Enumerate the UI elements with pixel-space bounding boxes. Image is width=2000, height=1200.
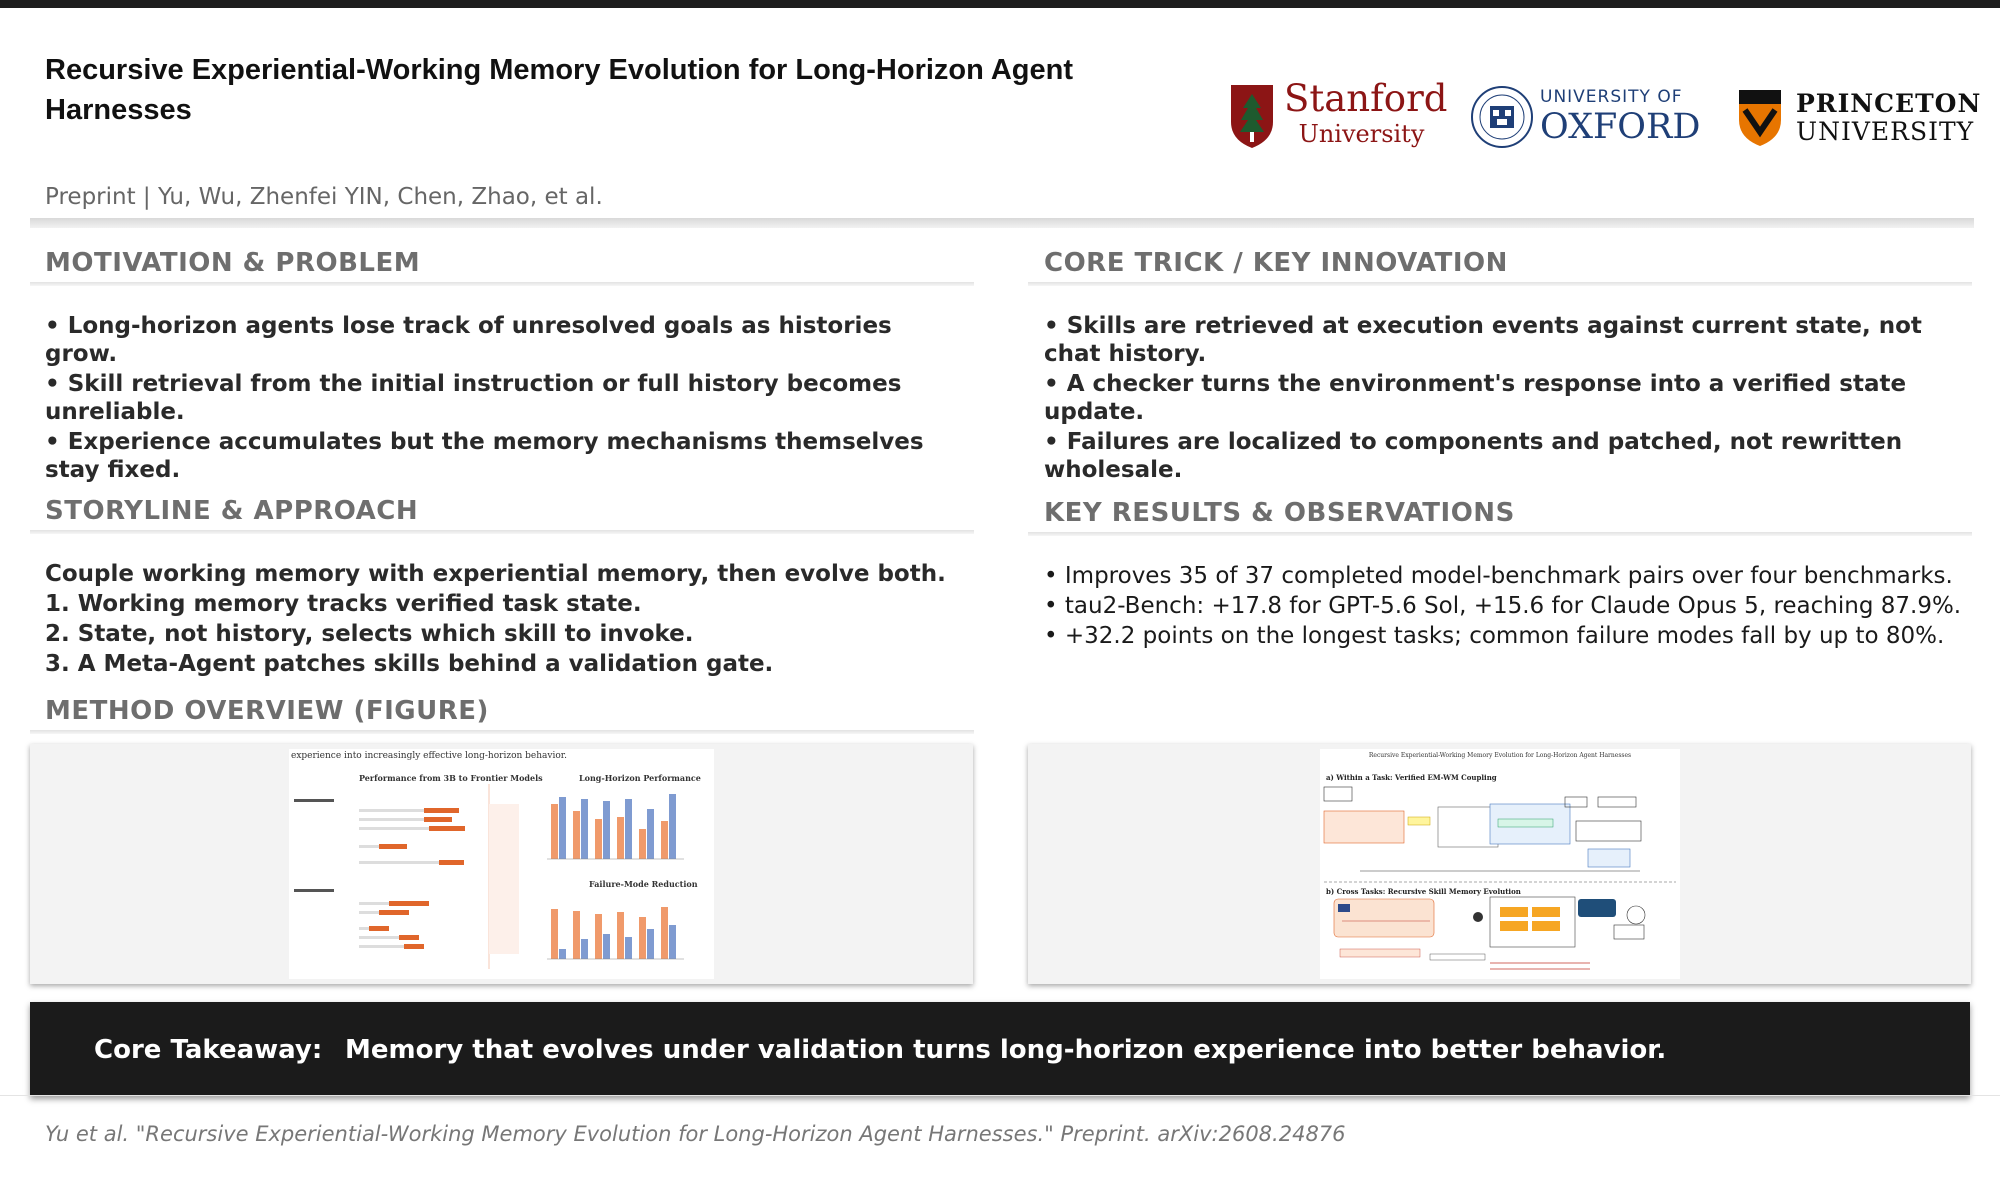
motivation-bullet: • Skill retrieval from the initial instruction or full history becomes unreliable. [45,371,902,425]
poster-title: Recursive Experiential-Working Memory Evolution for Long-Horizon Agent Harnesses [45,54,1073,126]
results-figure-graphic [1320,749,1680,979]
method-figure-image [289,749,714,979]
motivation-bullet: • Experience accumulates but the memory mechanisms themselves stay fixed. [45,429,924,483]
method-title: METHOD OVERVIEW (FIGURE) [45,696,489,726]
oxford-crest-icon [1470,82,1534,152]
fig-long-title: Long-Horizon Performance [579,773,701,783]
motivation-list [45,312,965,486]
storyline-line: 1. Working memory tracks verified task state. [45,591,642,617]
results-list [1044,562,1964,652]
panel-a-diagram [1324,787,1676,882]
panel-b-diagram [1334,897,1645,969]
fig-header: Recursive Experiential-Working Memory Evolution for Long-Horizon Agent Harnesses [1368,752,1632,759]
core-trick-title: CORE TRICK / KEY INNOVATION [1044,248,1508,278]
results-rule [1028,532,1972,536]
perf-bars [294,784,519,969]
princeton-wordmark [1796,90,1981,146]
core-trick-bullet: • A checker turns the environment's response into a verified state update. [1044,371,1907,425]
oxford-line2: OXFORD [1540,107,1701,147]
core-trick-bullet: • Failures are localized to components and patched, not rewritten wholesale. [1044,429,1903,483]
takeaway-text: Memory that evolves under validation turns long-horizon experience into better behavior. [345,1035,1667,1065]
stanford-line2: University [1298,120,1425,148]
stanford-line1: Stanford [1284,77,1448,120]
results-figure-panel [1028,744,1971,984]
fig-perf-title: Performance from 3B to Frontier Models [359,773,543,783]
storyline-list [45,560,965,680]
method-figure-panel [30,744,973,984]
fig-a-title: a) Within a Task: Verified EM-WM Coupling [1326,773,1497,782]
stanford-wordmark [1284,77,1448,148]
results-bullet: • Improves 35 of 37 completed model-benchmark pairs over four benchmarks. [1044,563,1953,589]
oxford-wordmark [1540,86,1700,146]
storyline-line: Couple working memory with experiential memory, then evolve both. [45,561,946,587]
method-rule [30,730,974,734]
core-takeaway-banner [30,1002,1970,1096]
storyline-title: STORYLINE & APPROACH [45,496,419,526]
core-trick-rule [1028,282,1972,286]
princeton-line2: UNIVERSITY [1796,117,1975,146]
motivation-rule [30,282,974,286]
results-bullet: • +32.2 points on the longest tasks; common failure modes fall by up to 80%. [1044,623,1945,649]
motivation-title: MOTIVATION & PROBLEM [45,248,421,278]
byline: Preprint | Yu, Wu, Zhenfei YIN, Chen, Zhao, et al. [45,184,603,210]
storyline-line: 2. State, not history, selects which skill to invoke. [45,621,694,647]
results-title: KEY RESULTS & OBSERVATIONS [1044,498,1515,528]
fig-fail-title: Failure-Mode Reduction [589,879,698,889]
top-bar [0,0,2000,8]
long-horizon-bars [547,794,684,859]
motivation-bullet: • Long-horizon agents lose track of unresolved goals as histories grow. [45,313,892,367]
stanford-logo [1228,82,1276,150]
core-trick-bullet: • Skills are retrieved at execution events against current state, not chat history. [1044,313,1922,367]
princeton-shield-icon [1737,86,1783,148]
takeaway-label: Core Takeaway: [94,1035,323,1065]
results-figure-image [1320,749,1680,979]
storyline-line: 3. A Meta-Agent patches skills behind a validation gate. [45,651,774,677]
footer-divider [0,1095,2000,1096]
core-trick-list [1044,312,1964,486]
failure-bars [547,907,684,959]
storyline-rule [30,530,974,534]
princeton-line1: PRINCETON [1796,89,1982,118]
fig-b-title: b) Cross Tasks: Recursive Skill Memory Evolution [1326,887,1521,896]
method-figure-graphic [289,749,714,979]
fig-caption-top: experience into increasingly effective long-horizon behavior. [291,751,567,761]
header-divider [30,218,1974,228]
oxford-line1: UNIVERSITY OF [1540,87,1683,107]
citation: Yu et al. "Recursive Experiential-Working Memory Evolution for Long-Horizon Agent Harnesses." Preprint. arXiv:2608.24876 [45,1122,1346,1146]
results-bullet: • tau2-Bench: +17.8 for GPT-5.6 Sol, +15.6 for Claude Opus 5, reaching 87.9%. [1044,593,1962,619]
